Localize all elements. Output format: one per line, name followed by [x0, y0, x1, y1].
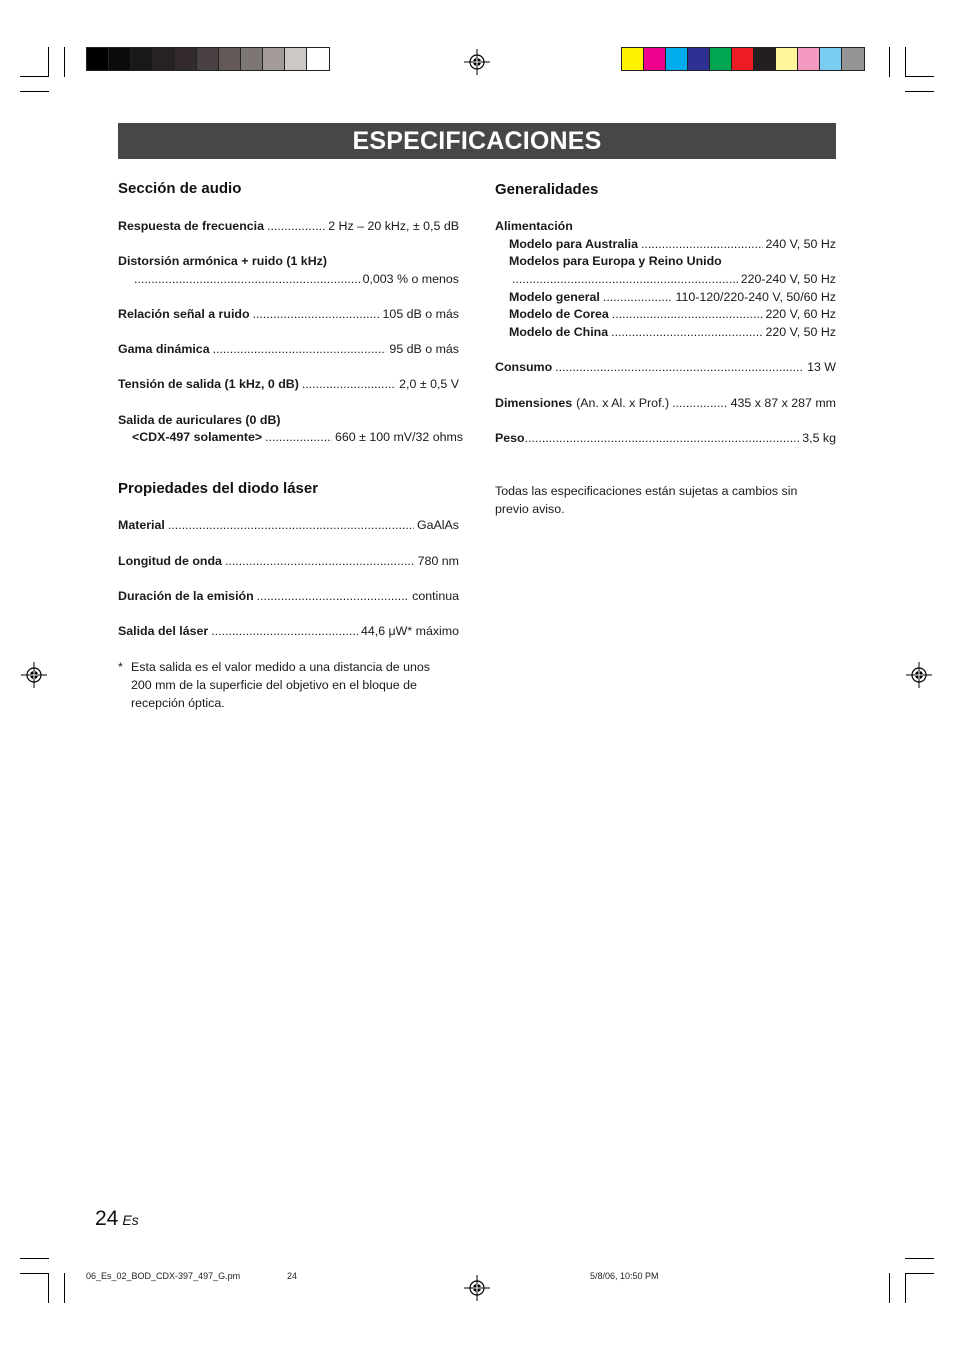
- spec-row-thd: [134, 271, 459, 287]
- footnote-text: Esta salida es el valor medido a una distancia de unos 200 mm de la superficie del objetivo en el bloque de recepción óptica.: [131, 660, 430, 710]
- spec-row-consumption: [495, 359, 836, 375]
- spec-row-weight: [495, 430, 836, 446]
- dot-leader: [672, 395, 728, 411]
- calibration-swatch: [754, 48, 776, 70]
- spec-label: Respuesta de frecuencia: [118, 219, 264, 233]
- spec-value: 44,6 μW* máximo: [360, 624, 459, 638]
- spec-row-wavelength: [118, 553, 459, 569]
- dot-leader: [611, 324, 762, 340]
- spec-label: Dimensiones: [495, 396, 573, 410]
- dot-leader: [211, 623, 358, 639]
- spec-row-emission-duration: [118, 588, 459, 604]
- calibration-swatch: [153, 48, 175, 70]
- spec-row-dimensions: [495, 395, 836, 411]
- dot-leader: [603, 289, 673, 305]
- spec-label: Modelo de Corea: [509, 307, 609, 321]
- spec-value: 2,0 ± 0,5 V: [399, 377, 459, 391]
- calibration-swatch: [688, 48, 710, 70]
- spec-value: 0,003 % o menos: [362, 272, 459, 286]
- dot-leader: [555, 359, 804, 375]
- notice-text: Todas las especificaciones están sujetas a cambios sin previo aviso.: [495, 484, 798, 516]
- calibration-swatch: [732, 48, 754, 70]
- section-heading-laser: Propiedades del diodo láser: [118, 480, 319, 497]
- color-calibration-bar: [621, 47, 865, 71]
- spec-value: 3,5 kg: [802, 431, 836, 445]
- registration-mark-icon: [21, 662, 47, 688]
- spec-value: continua: [412, 589, 459, 603]
- calibration-swatch: [197, 48, 219, 70]
- spec-row-snr: [118, 306, 459, 322]
- spec-row-output-voltage: [118, 376, 459, 392]
- spec-label-note: (An. x Al. x Prof.): [576, 396, 670, 410]
- dot-leader: [257, 588, 409, 604]
- crop-mark: [905, 1273, 906, 1303]
- crop-mark: [905, 91, 934, 92]
- spec-label: Material: [118, 518, 165, 532]
- crop-mark: [20, 76, 49, 77]
- spec-row-australia: [509, 236, 836, 252]
- page-language: Es: [122, 1212, 139, 1228]
- spec-label-europe: Modelos para Europa y Reino Unido: [509, 254, 722, 268]
- spec-value: GaAlAs: [416, 518, 459, 532]
- calibration-swatch: [109, 48, 131, 70]
- calibration-swatch: [776, 48, 798, 70]
- crop-mark: [905, 1258, 934, 1259]
- spec-value: 780 nm: [417, 554, 459, 568]
- spec-label: Peso: [495, 431, 525, 445]
- dot-leader: [253, 306, 380, 322]
- spec-value: 435 x 87 x 287 mm: [730, 396, 836, 410]
- spec-label: Modelo general: [509, 290, 600, 304]
- footnote-mark: *: [118, 660, 123, 674]
- calibration-swatch: [798, 48, 820, 70]
- spec-value: 220 V, 50 Hz: [765, 325, 836, 339]
- crop-mark: [20, 1258, 49, 1259]
- calibration-swatch: [622, 48, 644, 70]
- footer-page: 24: [287, 1271, 298, 1281]
- footer-date: 5/8/06, 10:50 PM: [590, 1271, 659, 1281]
- calibration-swatch: [666, 48, 688, 70]
- page-number-value: 24: [95, 1207, 119, 1230]
- dot-leader: [225, 553, 415, 569]
- dot-leader: [525, 430, 800, 446]
- crop-mark: [905, 76, 934, 77]
- spec-label-power: Alimentación: [495, 219, 573, 233]
- spec-value: 220-240 V, 50 Hz: [740, 272, 836, 286]
- spec-value: 105 dB o más: [382, 307, 459, 321]
- section-heading-audio: Sección de audio: [118, 180, 242, 197]
- calibration-swatch: [131, 48, 153, 70]
- crop-mark: [905, 47, 906, 77]
- dot-leader: [612, 306, 763, 322]
- calibration-swatch: [842, 48, 864, 70]
- crop-mark: [64, 47, 65, 77]
- calibration-swatch: [285, 48, 307, 70]
- spec-label-thd: Distorsión armónica + ruido (1 kHz): [118, 254, 327, 268]
- grayscale-calibration-bar: [86, 47, 330, 71]
- calibration-swatch: [219, 48, 241, 70]
- spec-row-laser-output: [118, 623, 459, 639]
- crop-mark: [20, 1273, 49, 1274]
- page-title: ESPECIFICACIONES: [118, 123, 836, 159]
- spec-value: 2 Hz – 20 kHz, ± 0,5 dB: [328, 219, 459, 233]
- calibration-swatch: [263, 48, 285, 70]
- calibration-swatch: [710, 48, 732, 70]
- crop-mark: [20, 91, 49, 92]
- spec-label: Gama dinámica: [118, 342, 210, 356]
- spec-value: 660 ± 100 mV/32 ohms: [334, 430, 463, 444]
- spec-label: Relación señal a ruido: [118, 307, 250, 321]
- spec-label: Modelo para Australia: [509, 237, 638, 251]
- calibration-swatch: [87, 48, 109, 70]
- dot-leader: [302, 376, 396, 392]
- dot-leader: [265, 429, 332, 445]
- calibration-swatch: [241, 48, 263, 70]
- spec-row-frequency: [118, 218, 459, 234]
- spec-value: 220 V, 60 Hz: [765, 307, 836, 321]
- spec-value: 95 dB o más: [389, 342, 459, 356]
- spec-row-headphones: [132, 429, 463, 445]
- spec-label: Longitud de onda: [118, 554, 222, 568]
- spec-value: 13 W: [807, 360, 836, 374]
- spec-value: 110-120/220-240 V, 50/60 Hz: [675, 290, 836, 304]
- crop-mark: [48, 1273, 49, 1303]
- calibration-swatch: [175, 48, 197, 70]
- registration-mark-icon: [464, 1275, 490, 1301]
- spec-label: Salida del láser: [118, 624, 209, 638]
- spec-label: <CDX-497 solamente>: [132, 430, 263, 444]
- calibration-swatch: [820, 48, 842, 70]
- crop-mark: [889, 47, 890, 77]
- spec-label: Consumo: [495, 360, 553, 374]
- crop-mark: [48, 47, 49, 77]
- registration-mark-icon: [906, 662, 932, 688]
- dot-leader: [267, 218, 325, 234]
- spec-row-material: [118, 517, 459, 533]
- spec-row-korea: [509, 306, 836, 322]
- spec-row-europe: [512, 271, 836, 287]
- page-number: [95, 1207, 139, 1231]
- spec-label: Modelo de China: [509, 325, 609, 339]
- spec-label-headphones: Salida de auriculares (0 dB): [118, 413, 281, 427]
- spec-row-general-model: [509, 289, 836, 305]
- registration-mark-icon: [464, 49, 490, 75]
- dot-leader: [134, 271, 360, 287]
- crop-mark: [889, 1273, 890, 1303]
- spec-label: Duración de la emisión: [118, 589, 254, 603]
- spec-row-china: [509, 324, 836, 340]
- calibration-swatch: [307, 48, 329, 70]
- section-heading-general: Generalidades: [495, 181, 599, 198]
- footer-filename: 06_Es_02_BOD_CDX-397_497_G.pm: [86, 1271, 241, 1281]
- crop-mark: [64, 1273, 65, 1303]
- crop-mark: [905, 1273, 934, 1274]
- spec-label: Tensión de salida (1 kHz, 0 dB): [118, 377, 299, 391]
- dot-leader: [213, 341, 387, 357]
- calibration-swatch: [644, 48, 666, 70]
- dot-leader: [168, 517, 414, 533]
- dot-leader: [512, 271, 738, 287]
- spec-value: 240 V, 50 Hz: [765, 237, 836, 251]
- spec-row-dynamic-range: [118, 341, 459, 357]
- dot-leader: [641, 236, 763, 252]
